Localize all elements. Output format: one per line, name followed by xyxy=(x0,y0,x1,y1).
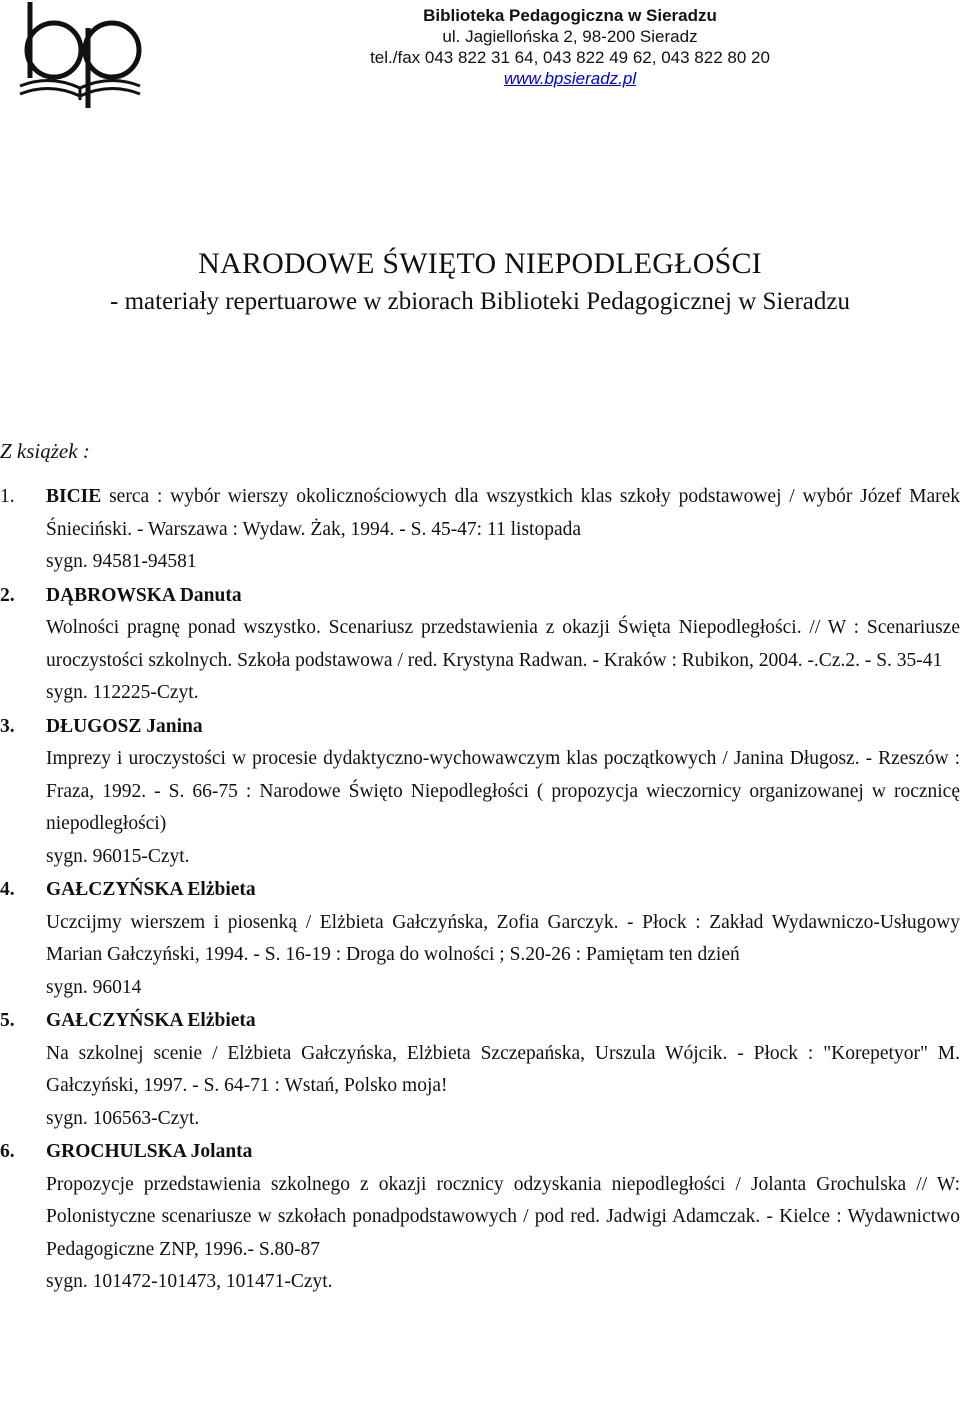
entry-number: 5. xyxy=(0,1010,15,1031)
entry-text: serca : wybór wierszy okolicznościowych dla wszystkich klas szkoły podstawowej / wybór Józef Marek Śnieciński. - Warszawa : Wydaw. Żak, 1994. - S. 45-47: 11 listopada xyxy=(46,486,960,540)
entry-text: Propozycje przedstawienia szkolnego z okazji rocznicy odzyskania niepodległości / Jolanta Grochulska // W: Polonistyczne scenariusze w szkołach ponadpodstawowych / pod red. Jadwigi Adamczak. - Kielce : Wydawnictwo Pedagogiczne ZNP, 1996.- S.80-87 xyxy=(46,1173,960,1260)
entry-body xyxy=(46,481,960,546)
library-name: Biblioteka Pedagogiczna w Sieradzu xyxy=(423,6,717,25)
entry-sygn: sygn. 101472-101473, 101471-Czyt. xyxy=(46,1271,333,1292)
document-subtitle: - materiały repertuarowe w zbiorach Biblioteki Pedagogicznej w Sieradzu xyxy=(110,288,850,315)
entry-number: 2. xyxy=(0,584,15,606)
section-heading: Z książek : xyxy=(0,439,90,463)
bibliography-entry xyxy=(0,481,960,579)
library-header xyxy=(240,5,900,89)
entry-text: Imprezy i uroczystości w procesie dydaktyczno-wychowawczym klas początkowych / Janina Długosz. - Rzeszów : Fraza, 1992. - S. 66-75 : Narodowe Święto Niepodległości ( propozycja wieczornicy organizowanej w rocznicę niepodległości) xyxy=(46,748,960,834)
bibliography-entry xyxy=(0,711,960,874)
entry-author: BICIE xyxy=(46,486,102,507)
bibliography-entry xyxy=(0,1136,960,1299)
entry-text: Na szkolnej scenie / Elżbieta Gałczyńska, Elżbieta Szczepańska, Urszula Wójcik. - Płock : "Korepetyor" M. Gałczyński, 1997. - S. 64-71 : Wstań, Polsko moja! xyxy=(46,1042,960,1096)
entry-number: 3. xyxy=(0,715,15,737)
library-website-link[interactable]: www.bpsieradz.pl xyxy=(503,69,637,88)
document-title: NARODOWE ŚWIĘTO NIEPODLEGŁOŚCI xyxy=(198,247,762,280)
entry-author: GROCHULSKA Jolanta xyxy=(46,1141,253,1162)
entry-number: 6. xyxy=(0,1141,15,1162)
bibliography-entry xyxy=(0,874,960,1004)
entry-number: 4. xyxy=(0,879,15,900)
library-phone: tel./fax 043 822 31 64, 043 822 49 62, 043 822 80 20 xyxy=(370,48,770,67)
entry-text: Uczcijmy wierszem i piosenką / Elżbieta Gałczyńska, Zofia Garczyk. - Płock : Zakład Wydawniczo-Usługowy Marian Gałczyński, 1994. - S. 16-19 : Droga do wolności ; S.20-26 : Pamiętam ten dzień xyxy=(46,911,960,965)
bibliography-entry xyxy=(0,580,960,710)
entry-author: GAŁCZYŃSKA Elżbieta xyxy=(46,1010,256,1031)
library-address: ul. Jagiellońska 2, 98-200 Sieradz xyxy=(442,27,698,46)
entry-sygn: sygn. 106563-Czyt. xyxy=(46,1107,200,1129)
entry-author: DŁUGOSZ Janina xyxy=(46,715,203,737)
bibliography-entry xyxy=(0,1005,960,1135)
entry-number: 1. xyxy=(0,486,15,507)
entry-sygn: sygn. 112225-Czyt. xyxy=(46,682,199,703)
entry-author: DĄBROWSKA Danuta xyxy=(46,584,242,606)
entry-sygn: sygn. 96014 xyxy=(46,976,142,998)
bibliography-list xyxy=(0,481,960,1300)
entry-text: Wolności pragnę ponad wszystko. Scenariusz przedstawienia z okazji Święta Niepodległości. // W : Scenariusze uroczystości szkolnych. Szkoła podstawowa / red. Krystyna Radwan. - Kraków : Rubikon, 2004. -.Cz.2. - S. 35-41 xyxy=(46,617,960,671)
entry-author: GAŁCZYŃSKA Elżbieta xyxy=(46,879,256,900)
library-logo xyxy=(8,0,153,112)
entry-sygn: sygn. 94581-94581 xyxy=(46,551,197,572)
entry-sygn: sygn. 96015-Czyt. xyxy=(46,845,190,867)
